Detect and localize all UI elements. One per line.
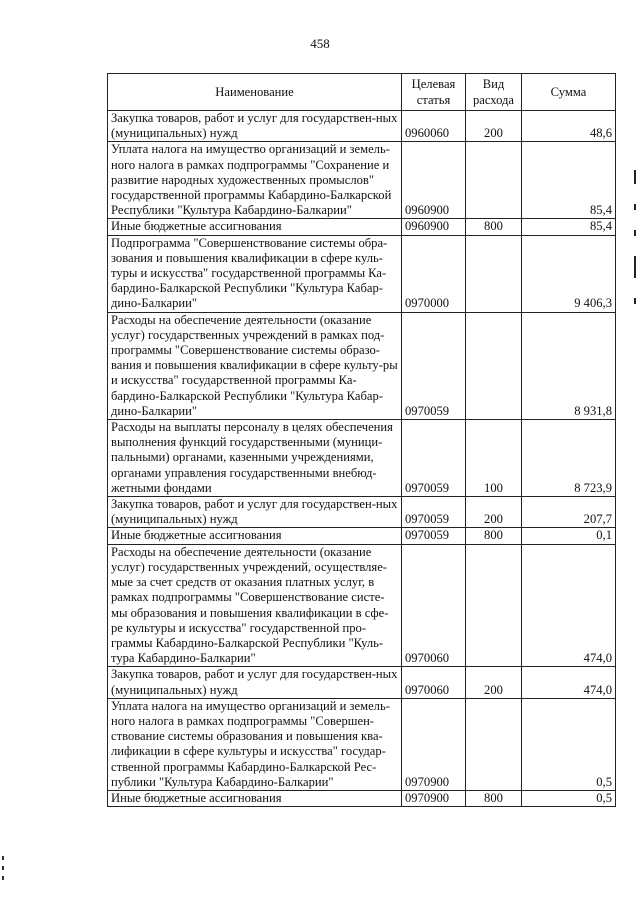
row-kind: 200 [466,667,522,698]
table-row [108,528,616,544]
row-code: 0970059 [402,420,466,497]
row-name: Расходы на выплаты персоналу в целях обеспечения выполнения функций государственными (муници-пальными) органами, казенными учреждениями, органами управления государственными внебюд-жетными фондами [108,420,402,497]
row-sum: 85,4 [522,219,616,235]
scan-edge-marks [634,170,638,324]
header-name: Наименование [108,74,402,111]
table-header-row [108,74,616,111]
row-sum: 8 931,8 [522,312,616,419]
row-sum: 9 406,3 [522,235,616,312]
table-row [108,235,616,312]
row-name: Уплата налога на имущество организаций и земель-ного налога в рамках подпрограммы "Сохранение и развитие народных художественных промыслов" государственной программы Кабардино-Балкарской Республики "Культура Кабардино-Балкарии" [108,142,402,219]
row-name: Закупка товаров, работ и услуг для государствен-ных (муниципальных) нужд [108,497,402,528]
row-name: Иные бюджетные ассигнования [108,528,402,544]
table-row [108,142,616,219]
header-kind: Вид расхода [466,74,522,111]
row-code: 0960900 [402,142,466,219]
table-row [108,544,616,667]
row-kind: 100 [466,420,522,497]
row-code: 0970059 [402,497,466,528]
row-code: 0960060 [402,111,466,142]
header-sum: Сумма [522,74,616,111]
row-sum: 474,0 [522,544,616,667]
table-row [108,420,616,497]
table-row [108,219,616,235]
row-kind: 200 [466,497,522,528]
row-code: 0970060 [402,544,466,667]
row-name: Иные бюджетные ассигнования [108,790,402,806]
budget-table [107,73,616,807]
row-sum: 48,6 [522,111,616,142]
scan-left-marks [2,856,4,886]
row-sum: 85,4 [522,142,616,219]
table-row [108,790,616,806]
row-code: 0970059 [402,528,466,544]
row-name: Подпрограмма "Совершенствование системы обра-зования и повышения квалификации в сфере куль-туры и искусства" государственной программы Ка-бардино-Балкарской Республики "Культура Кабар-дино-Балкарии" [108,235,402,312]
row-kind: 800 [466,219,522,235]
row-sum: 474,0 [522,667,616,698]
row-name: Иные бюджетные ассигнования [108,219,402,235]
row-name: Уплата налога на имущество организаций и земель-ного налога в рамках подпрограммы "Совершен-ствование системы образования и повышения ква-лификации в сфере культуры и искусства" государ-ственной программы Кабардино-Балкарской Рес-публики "Культура Кабардино-Балкарии" [108,698,402,790]
table-row [108,312,616,419]
row-kind [466,312,522,419]
header-code: Целевая статья [402,74,466,111]
row-code: 0970060 [402,667,466,698]
row-sum: 0,5 [522,790,616,806]
row-kind [466,142,522,219]
row-code: 0970900 [402,790,466,806]
row-kind: 800 [466,790,522,806]
row-code: 0970900 [402,698,466,790]
row-sum: 8 723,9 [522,420,616,497]
row-name: Расходы на обеспечение деятельности (оказание услуг) государственных учреждений в рамках под-программы "Совершенствование системы образо-вания и повышения квалификации в сфере культу-ры и искусства" государственной программы Ка-бардино-Балкарской Республики "Культура Кабар-дино-Балкарии" [108,312,402,419]
row-code: 0960900 [402,219,466,235]
row-sum: 207,7 [522,497,616,528]
row-sum: 0,5 [522,698,616,790]
row-kind: 200 [466,111,522,142]
row-name: Закупка товаров, работ и услуг для государствен-ных (муниципальных) нужд [108,667,402,698]
page-number: 458 [310,36,330,51]
table-row [108,497,616,528]
row-kind [466,544,522,667]
row-kind [466,235,522,312]
row-name: Расходы на обеспечение деятельности (оказание услуг) государственных учреждений, осуществляе-мые за счет средств от оказания платных услуг, в рамках подпрограммы "Совершенствование систе-мы образования и повышения квалификации в сфе-ре культуры и искусства" государственной про-граммы Кабардино-Балкарской Республики "Куль-тура Кабардино-Балкарии" [108,544,402,667]
row-sum: 0,1 [522,528,616,544]
row-kind [466,698,522,790]
row-name: Закупка товаров, работ и услуг для государствен-ных (муниципальных) нужд [108,111,402,142]
table-row [108,667,616,698]
row-kind: 800 [466,528,522,544]
row-code: 0970000 [402,235,466,312]
table-row [108,111,616,142]
row-code: 0970059 [402,312,466,419]
table-row [108,698,616,790]
